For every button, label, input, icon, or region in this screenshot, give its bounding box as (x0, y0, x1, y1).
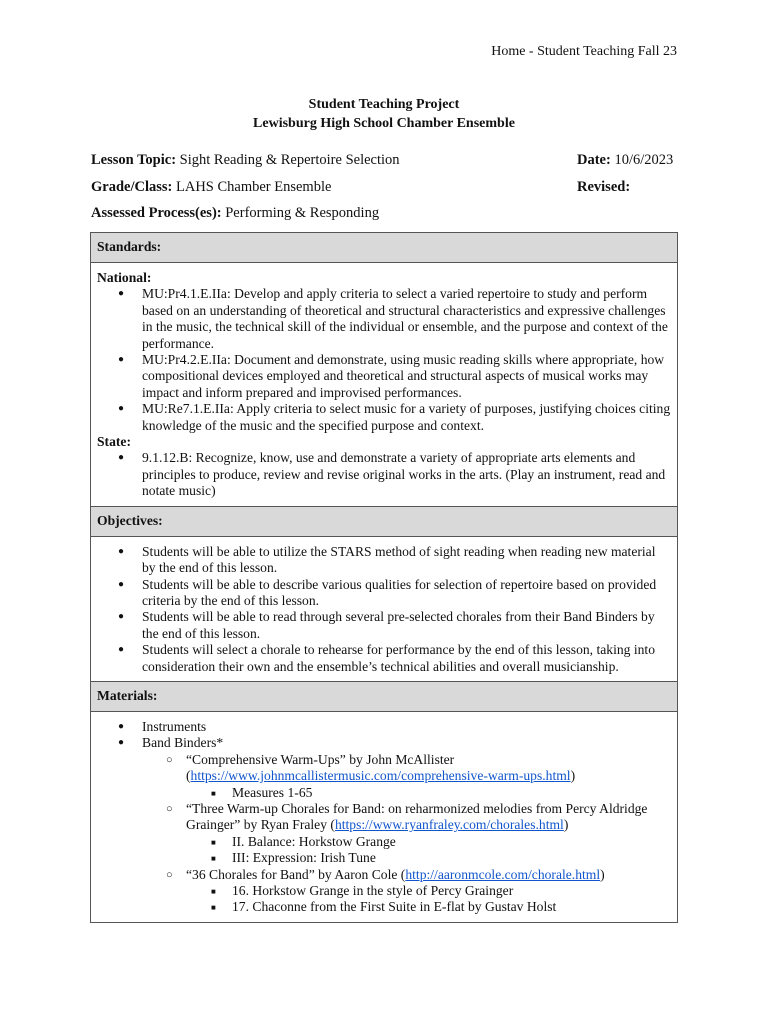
materials-list (97, 719, 671, 916)
assessed-row (91, 204, 677, 223)
list-item: ■ III: Expression: Irish Tune (232, 850, 671, 866)
material-title: “Three Warm-up Chorales for Band: on reharmonized melodies from Percy Aldridge Grainger” by Ryan Fraley ( (186, 800, 648, 833)
material-title: “36 Chorales for Band” by Aaron Cole ( (186, 866, 406, 882)
national-standards-list (97, 286, 671, 434)
date-value: 10/6/2023 (614, 152, 674, 168)
material-details (186, 883, 671, 916)
list-item: ● MU:Re7.1.E.IIa: Apply criteria to select music for a variety of purposes, justifying choices citing knowledge of the music and the specified purpose and context. (142, 401, 671, 434)
title-line-2: Lewisburg High School Chamber Ensemble (253, 116, 515, 131)
material-title: “Comprehensive Warm-Ups” by John McAllister ( (186, 751, 455, 784)
objectives-list (97, 544, 671, 675)
lesson-topic-row (91, 151, 677, 170)
band-binders-label: Band Binders* (142, 735, 224, 751)
revised-label: Revised: (577, 179, 631, 195)
material-paren: ) (563, 817, 569, 833)
material-details (186, 834, 671, 867)
grade-label: Grade/Class: (91, 179, 173, 195)
state-label: State: (97, 434, 131, 450)
lesson-plan-table (90, 232, 678, 923)
date-field (577, 151, 673, 170)
document-title (0, 95, 768, 133)
list-item: ● Students will select a chorale to rehearse for performance by the end of this lesson, taking into consideration their own and the ensemble’s technical abilities and overall musicianship. (142, 642, 671, 675)
list-item: ● Instruments (142, 719, 671, 735)
objectives-body (91, 536, 678, 681)
list-item: ■ II. Balance: Horkstow Grange (232, 834, 671, 850)
list-item: ● MU:Pr4.1.E.IIa: Develop and apply criteria to select a varied repertoire to study and perform based on an understanding of theoretical and structural characteristics and expressive challenges in the music, the technical skill of the individual or ensemble, and the purpose and context of the performance. (142, 286, 671, 352)
assessed-value: Performing & Responding (225, 205, 380, 221)
standards-heading: Standards: (91, 233, 678, 263)
material-link[interactable]: http://aaronmcole.com/chorale.html (405, 866, 601, 882)
list-item: ■ 17. Chaconne from the First Suite in E-flat by Gustav Holst (232, 899, 671, 915)
objectives-heading: Objectives: (91, 506, 678, 536)
assessed-label: Assessed Process(es): (91, 205, 222, 221)
list-item (186, 801, 671, 867)
list-item: ■ Measures 1-65 (232, 785, 671, 801)
band-binders-sublist (142, 752, 671, 916)
materials-heading: Materials: (91, 681, 678, 711)
title-line-1: Student Teaching Project (308, 97, 460, 112)
material-link[interactable]: https://www.ryanfraley.com/chorales.html (334, 817, 564, 833)
grade-row (91, 178, 677, 197)
grade-value: LAHS Chamber Ensemble (175, 179, 332, 195)
list-item: ● Students will be able to describe various qualities for selection of repertoire based on provided criteria by the end of this lesson. (142, 577, 671, 610)
material-paren: ) (570, 768, 576, 784)
lesson-topic-value: Sight Reading & Repertoire Selection (179, 152, 400, 168)
list-item (142, 735, 671, 915)
list-item: ● Students will be able to utilize the STARS method of sight reading when reading new material by the end of this lesson. (142, 544, 671, 577)
date-label: Date: (577, 152, 611, 168)
list-item: ● Students will be able to read through several pre-selected chorales from their Band Binders by the end of this lesson. (142, 609, 671, 642)
list-item (186, 867, 671, 916)
list-item (186, 752, 671, 801)
material-paren: ) (600, 866, 605, 882)
lesson-topic-label: Lesson Topic: (91, 152, 177, 168)
national-label: National: (97, 270, 152, 285)
revised-field (577, 178, 630, 197)
materials-body (91, 711, 678, 922)
state-standards-list (97, 450, 671, 499)
material-link[interactable]: https://www.johnmcallistermusic.com/comprehensive-warm-ups.html (190, 768, 571, 784)
list-item: ● 9.1.12.B: Recognize, know, use and demonstrate a variety of appropriate arts elements and principles to produce, review and revise original works in the arts. (Play an instrument, read and notate music) (142, 450, 671, 499)
list-item: ■ 16. Horkstow Grange in the style of Percy Grainger (232, 883, 671, 899)
page-breadcrumb[interactable]: Home - Student Teaching Fall 23 (491, 44, 677, 59)
list-item: ● MU:Pr4.2.E.IIa: Document and demonstrate, using music reading skills where appropriate, how compositional devices employed and theoretical and structural aspects of musical works may impact and inform prepared and improvised performances. (142, 352, 671, 401)
material-details (186, 785, 671, 801)
standards-body (91, 263, 678, 507)
